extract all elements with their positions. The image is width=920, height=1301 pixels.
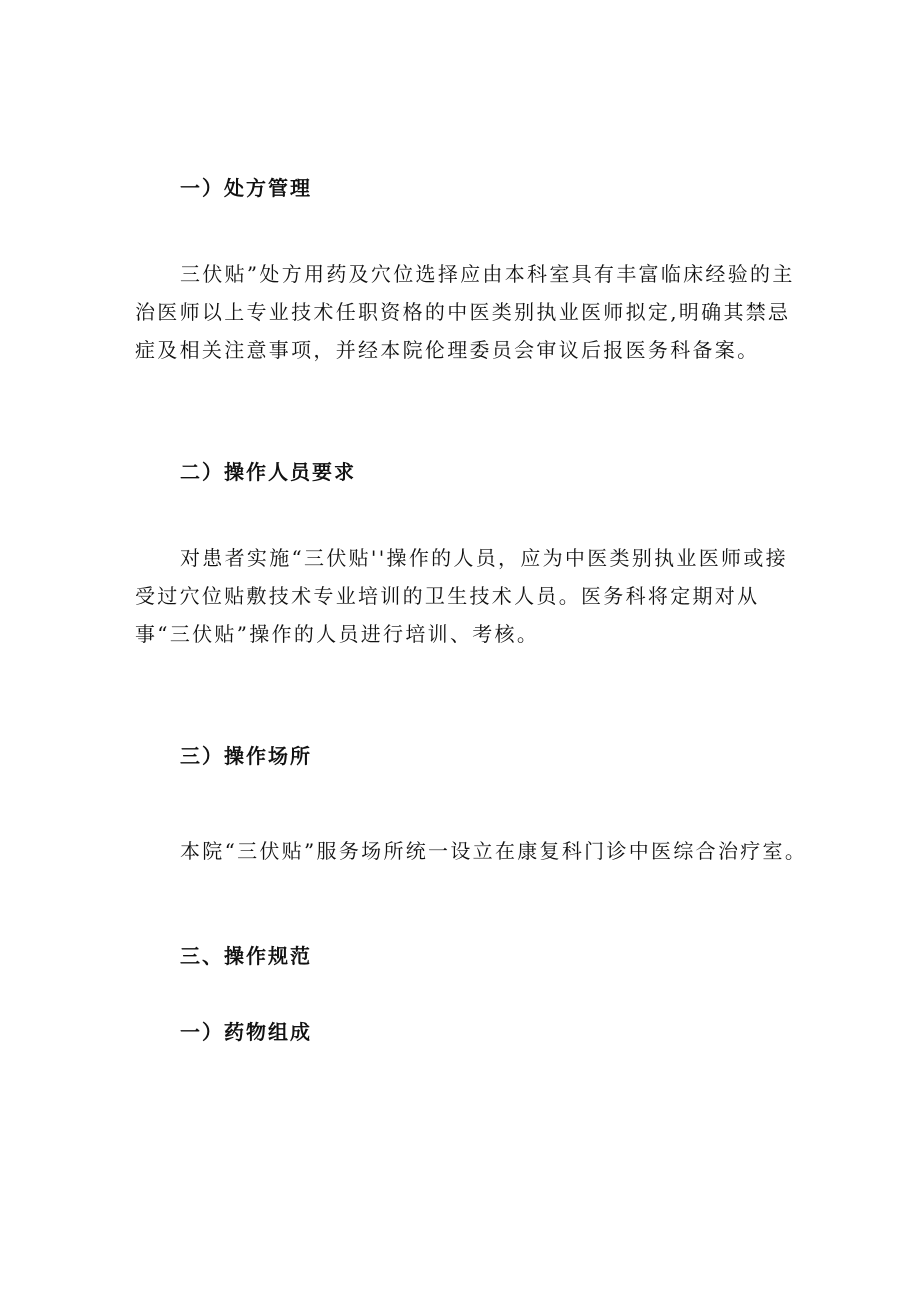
section-heading-prescription-management: 一）处方管理: [180, 176, 312, 200]
section-heading-drug-composition: 一）药物组成: [180, 1020, 312, 1044]
section-heading-operator-requirements: 二）操作人员要求: [180, 460, 356, 484]
paragraph-operation-venue: 本院“三伏贴”服务场所统一设立在康复科门诊中医综合治疗室。: [180, 839, 808, 863]
paragraph-prescription-management: 三伏贴”处方用药及穴位选择应由本科室具有丰富临床经验的主治医师以上专业技术任职资格的中医类别执业医师拟定,明确其禁忌症及相关注意事项，并经本院伦理委员会审议后报医务科备案。: [135, 262, 795, 362]
section-heading-operation-venue: 三）操作场所: [180, 744, 312, 768]
paragraph-operator-requirements: 对患者实施“三伏贴''操作的人员，应为中医类别执业医师或接受过穴位贴敷技术专业培训的卫生技术人员。医务科将定期对从事“三伏贴”操作的人员进行培训、考核。: [135, 546, 788, 646]
section-heading-operation-standards: 三、操作规范: [180, 944, 312, 968]
